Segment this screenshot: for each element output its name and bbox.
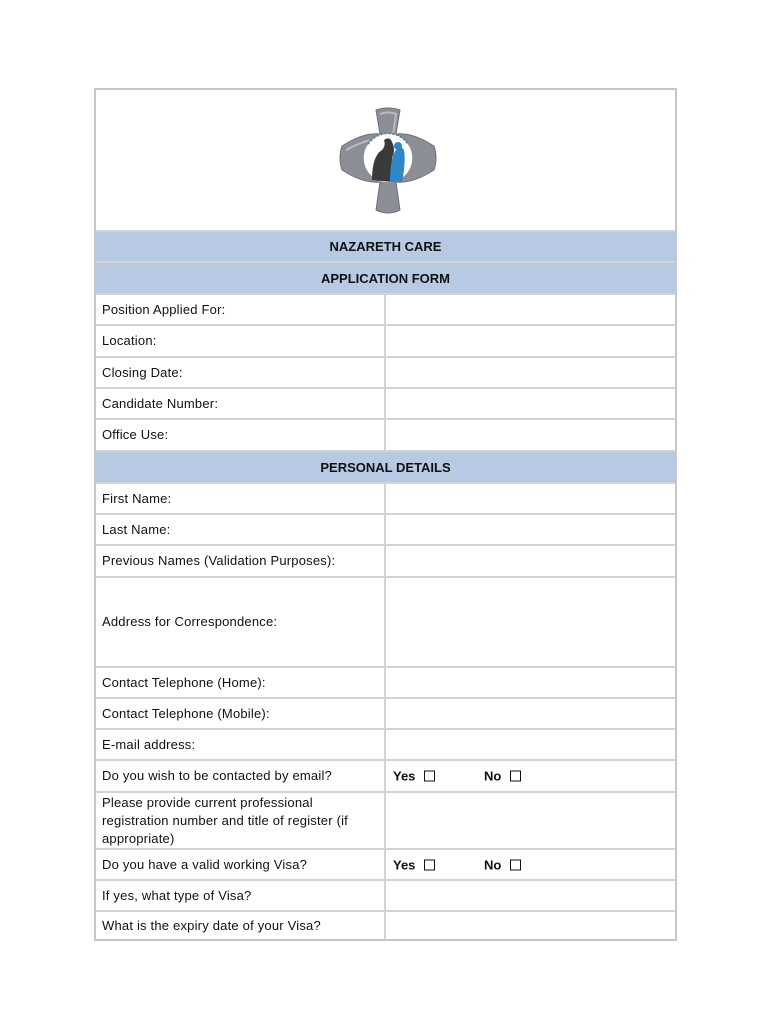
- visa-no-checkbox[interactable]: [510, 859, 521, 870]
- previous-names-input[interactable]: [386, 544, 675, 576]
- visa-type-input[interactable]: [386, 879, 675, 910]
- yes-label: Yes: [393, 768, 416, 784]
- form-row-address: [96, 576, 675, 666]
- closing-date-input[interactable]: [386, 356, 675, 387]
- form-row-visa-type: [96, 879, 675, 910]
- form-row-contact-by-email: [96, 759, 675, 791]
- field-label: Position Applied For:: [96, 293, 386, 324]
- field-label: Last Name:: [96, 513, 386, 544]
- field-label: Contact Telephone (Home):: [96, 666, 386, 697]
- email-input[interactable]: [386, 728, 675, 759]
- form-row-registration: [96, 791, 675, 848]
- personal-details-header: PERSONAL DETAILS: [96, 450, 675, 482]
- address-input[interactable]: [386, 576, 675, 666]
- field-label: First Name:: [96, 482, 386, 513]
- field-label: Location:: [96, 324, 386, 356]
- form-row-visa: [96, 848, 675, 879]
- form-row-tel-mobile: [96, 697, 675, 728]
- form-row-previous-names: [96, 544, 675, 576]
- field-label: Candidate Number:: [96, 387, 386, 418]
- registration-input[interactable]: [386, 791, 675, 848]
- field-label: Address for Correspondence:: [96, 576, 386, 666]
- field-label: Contact Telephone (Mobile):: [96, 697, 386, 728]
- form-row-position: [96, 293, 675, 324]
- visa-choice: [386, 848, 675, 879]
- form-row-tel-home: [96, 666, 675, 697]
- visa-yes-option[interactable]: [393, 857, 435, 872]
- field-label: Do you have a valid working Visa?: [96, 848, 386, 879]
- email-no-checkbox[interactable]: [510, 771, 521, 782]
- field-label: Office Use:: [96, 418, 386, 450]
- tel-mobile-input[interactable]: [386, 697, 675, 728]
- email-yes-option[interactable]: [393, 769, 435, 784]
- no-label: No: [484, 857, 502, 872]
- email-yes-checkbox[interactable]: [424, 771, 435, 782]
- field-label: What is the expiry date of your Visa?: [96, 910, 386, 939]
- form-row-visa-expiry: [96, 910, 675, 939]
- visa-expiry-input[interactable]: [386, 910, 675, 939]
- candidate-number-input[interactable]: [386, 387, 675, 418]
- last-name-input[interactable]: [386, 513, 675, 544]
- form-row-candidate-number: [96, 387, 675, 418]
- contact-by-email-choice: [386, 759, 675, 791]
- field-label: E-mail address:: [96, 728, 386, 759]
- form-row-location: [96, 324, 675, 356]
- field-label: Previous Names (Validation Purposes):: [96, 544, 386, 576]
- field-label: Do you wish to be contacted by email?: [96, 759, 386, 791]
- form-row-last-name: [96, 513, 675, 544]
- field-label: Please provide current professional registration number and title of register (if appropriate): [96, 791, 386, 848]
- form-row-first-name: [96, 482, 675, 513]
- logo-area: [96, 90, 675, 230]
- visa-yes-checkbox[interactable]: [424, 859, 435, 870]
- form-row-email: [96, 728, 675, 759]
- field-label: Closing Date:: [96, 356, 386, 387]
- tel-home-input[interactable]: [386, 666, 675, 697]
- position-input[interactable]: [386, 293, 675, 324]
- yes-label: Yes: [393, 857, 416, 872]
- field-label: If yes, what type of Visa?: [96, 879, 386, 910]
- cross-emblem-icon: [338, 106, 438, 221]
- office-use-input[interactable]: [386, 418, 675, 450]
- form-row-office-use: [96, 418, 675, 450]
- org-header: NAZARETH CARE: [96, 230, 675, 261]
- form-title-header: APPLICATION FORM: [96, 261, 675, 293]
- first-name-input[interactable]: [386, 482, 675, 513]
- no-label: No: [484, 768, 502, 784]
- form-row-closing-date: [96, 356, 675, 387]
- visa-no-option[interactable]: [484, 857, 521, 872]
- email-no-option[interactable]: [484, 769, 521, 784]
- location-input[interactable]: [386, 324, 675, 356]
- application-form: [94, 88, 677, 941]
